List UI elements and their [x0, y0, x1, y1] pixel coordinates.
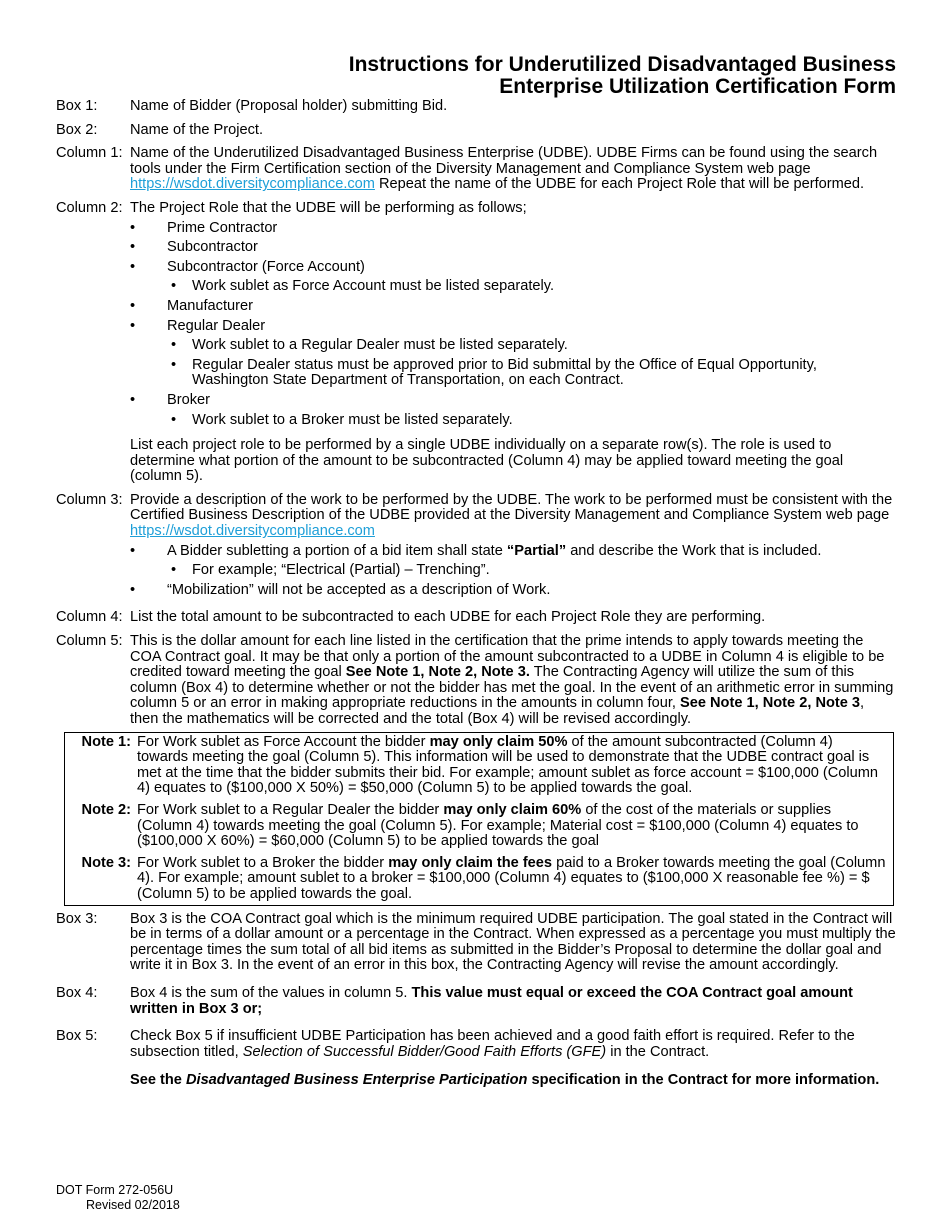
list-item [130, 299, 896, 315]
box4-text-bold: This value must equal or exceed the COA Contract goal amount written in Box 3 or; [130, 984, 853, 1017]
note-3 [65, 856, 893, 903]
revision-date: Revised 02/2018 [86, 1197, 180, 1212]
list-item [130, 319, 896, 389]
list-item: • Work sublet to a Broker must be listed separately. [167, 413, 896, 429]
see-specification-note [130, 1073, 896, 1089]
column1-label: Column 1: [56, 145, 123, 162]
column1-row [56, 146, 896, 193]
see-after: specification in the Contract for more information. [527, 1072, 880, 1089]
role-subcontractor-force-account: Subcontractor (Force Account) [167, 258, 365, 275]
box1-label: Box 1: [56, 98, 98, 114]
column3-text-body: Provide a description of the work to be performed by the UDBE. The work to be performed must be consistent with the Certified Business Description of the UDBE provided at the Diversity Management and Compliance System web page [130, 491, 893, 524]
note-3-label: Note 3: [81, 854, 131, 871]
box1-row [56, 99, 896, 115]
box2-label: Box 2: [56, 121, 98, 138]
form-number: DOT Form 272-056U [56, 1183, 174, 1197]
note-1-after: of the amount subcontracted (Column 4) towards meeting the goal (Column 5). This information will be used to demonstrate that the UDBE contract goal is met at the time that the bidder submits their bid. For example; amount sublet as force account = $100,000 (Column 4) equates to ($100,000 X 50%) = $50,000 (Column 5) to be applied towards the goal. [137, 733, 879, 797]
list-item [130, 260, 896, 295]
box4-text-plain: Box 4 is the sum of the values in column 5. [130, 984, 412, 1001]
note-2 [65, 803, 893, 850]
box5-text-before: Check Box 5 if insufficient UDBE Participation has been achieved and a good faith effort is required. Refer to the subsection titled, [130, 1028, 855, 1060]
partial-text-before: A Bidder subletting a portion of a bid item shall state [167, 542, 507, 559]
column2-text [130, 201, 896, 485]
role-manufacturer: Manufacturer [167, 297, 253, 314]
project-role-list [56, 221, 896, 429]
list-item [130, 544, 896, 579]
column1-text [130, 146, 896, 193]
diversity-compliance-link[interactable]: https://wsdot.diversitycompliance.com [130, 523, 375, 540]
instructions-body [56, 99, 896, 1097]
regular-dealer-sublist [167, 338, 896, 389]
list-item [130, 240, 896, 256]
box3-label: Box 3: [56, 910, 98, 927]
note-3-bold: may only claim the fees [388, 854, 553, 871]
role-regular-dealer: Regular Dealer [167, 317, 266, 334]
partial-text-after: and describe the Work that is included. [566, 542, 822, 559]
page-title [349, 54, 896, 98]
note-2-after: of the cost of the materials or supplies (Column 4) towards meeting the goal (Column 5). For example; Material cost = $100,000 (Column 4) equates to ($100,000 X 60%) = $60,000 (Column 5) to be applied towards the goal [137, 801, 859, 850]
column5-text-1: This is the dollar amount for each line listed in the certification that the prime intends to apply towards meeting the COA Contract goal. It may be that only a portion of the amount subcontracted to a UDBE in Column 4 is eligible to be credited toward meeting the goal [130, 633, 885, 681]
role-broker: Broker [167, 391, 210, 408]
box1-text: Name of Bidder (Proposal holder) submitting Bid. [130, 98, 448, 114]
column5-label: Column 5: [56, 633, 123, 650]
note-1-label: Note 1: [81, 733, 131, 750]
list-item: • Regular Dealer status must be approved prior to Bid submittal by the Office of Equal Opportunity, Washington State Department of Transportation, on each Contract. [167, 358, 896, 389]
note-2-text [131, 803, 893, 850]
note-3-text [131, 856, 893, 903]
box5-text-after: in the Contract. [606, 1043, 710, 1060]
title-line-2: Enterprise Utilization Certification Form [499, 75, 896, 98]
column3-label: Column 3: [56, 491, 123, 508]
box4-label: Box 4: [56, 984, 98, 1001]
column2-intro: The Project Role that the UDBE will be performing as follows; [130, 199, 527, 216]
note-2-label: Note 2: [81, 801, 131, 818]
note-1-before: For Work sublet as Force Account the bidder [137, 733, 430, 750]
column5-bold-2: See Note 1, Note 2, Note 3 [680, 695, 861, 712]
role-subcontractor: Subcontractor [167, 239, 258, 256]
note-2-bold: may only claim 60% [443, 801, 582, 818]
list-item: • For example; “Electrical (Partial) – Trenching”. [167, 563, 896, 579]
column5-bold-1: See Note 1, Note 2, Note 3. [345, 664, 530, 681]
column5-text [130, 634, 896, 728]
column5-row [56, 634, 896, 728]
box4-text [130, 986, 896, 1017]
diversity-compliance-link[interactable]: https://wsdot.diversitycompliance.com [130, 176, 375, 193]
force-account-sublist [167, 279, 896, 295]
box5-italic: Selection of Successful Bidder/Good Faith Efforts (GFE) [242, 1043, 607, 1060]
box2-row [56, 123, 896, 139]
column4-label: Column 4: [56, 609, 123, 626]
column2-row [56, 201, 896, 485]
note-1 [65, 735, 893, 797]
box3-text: Box 3 is the COA Contract goal which is the minimum required UDBE participation. The goal stated in the Contract will be in terms of a dollar amount or a percentage in the Contract. When expressed as a percentage you must multiply the percentage times the sum total of all bid items as submitted in the Bidder’s Proposal to determine the dollar goal and write it in Box 3. In the event of an error in this box, the Contracting Agency will revise the amount accordingly. [130, 910, 896, 974]
column4-text: List the total amount to be subcontracted to each UDBE for each Project Role they are performing. [130, 609, 766, 626]
title-line-1: Instructions for Underutilized Disadvantaged Business [348, 53, 896, 76]
partial-sublist [167, 563, 896, 579]
box4-row [56, 986, 896, 1017]
partial-bold: “Partial” [506, 542, 567, 559]
list-item: • Work sublet to a Regular Dealer must be listed separately. [167, 338, 896, 354]
column2-label: Column 2: [56, 199, 123, 216]
broker-sublist [167, 413, 896, 429]
column1-text-after: Repeat the name of the UDBE for each Project Role that will be performed. [374, 176, 865, 193]
box5-label: Box 5: [56, 1028, 98, 1045]
box3-row [56, 912, 896, 974]
column5-text-3: , then the mathematics will be corrected and the total (Box 4) will be revised accordingly. [130, 695, 865, 727]
page-footer [56, 1183, 180, 1212]
see-italic: Disadvantaged Business Enterprise Participation [185, 1072, 528, 1089]
note-3-after: paid to a Broker towards meeting the goal (Column 4). For example; amount sublet to a broker = $100,000 (Column 4) equates to ($100,000 X reasonable fee %) = $ (Column 5) to be applied towards the goal. [137, 854, 886, 902]
column4-row [56, 610, 896, 626]
box2-text: Name of the Project. [130, 121, 264, 138]
note-2-before: For Work sublet to a Regular Dealer the bidder [137, 801, 444, 818]
note-3-before: For Work sublet to a Broker the bidder [137, 854, 389, 871]
list-item [130, 221, 896, 237]
list-item: • “Mobilization” will not be accepted as a description of Work. [130, 583, 896, 599]
note-1-text [131, 735, 893, 797]
box5-row [56, 1029, 896, 1089]
column3-row [56, 493, 896, 603]
column3-text [130, 493, 896, 603]
list-item [130, 393, 896, 428]
role-prime-contractor: Prime Contractor [167, 219, 278, 236]
notes-box [64, 732, 894, 906]
list-item: • Work sublet as Force Account must be listed separately. [167, 279, 896, 295]
column3-bullets [56, 544, 896, 599]
note-1-bold: may only claim 50% [429, 733, 568, 750]
see-before: See the [130, 1072, 186, 1089]
column2-closing: List each project role to be performed by a single UDBE individually on a separate row(s). The role is used to determine what portion of the amount to be subcontracted (Column 4) may be applied toward meeting the goal (column 5). [130, 437, 844, 485]
box5-text [130, 1029, 896, 1089]
column1-text-before: Name of the Underutilized Disadvantaged Business Enterprise (UDBE). UDBE Firms can be found using the search tools under the Firm Certification section of the Diversity Management and Compliance System web page [130, 145, 878, 177]
column5-text-2: The Contracting Agency will utilize the sum of this column (Box 4) to determine whether or not the bidder has met the goal. In the event of an arithmetic error in summing column 5 or an error in making appropriate reductions in the amounts in column four, [130, 664, 894, 712]
